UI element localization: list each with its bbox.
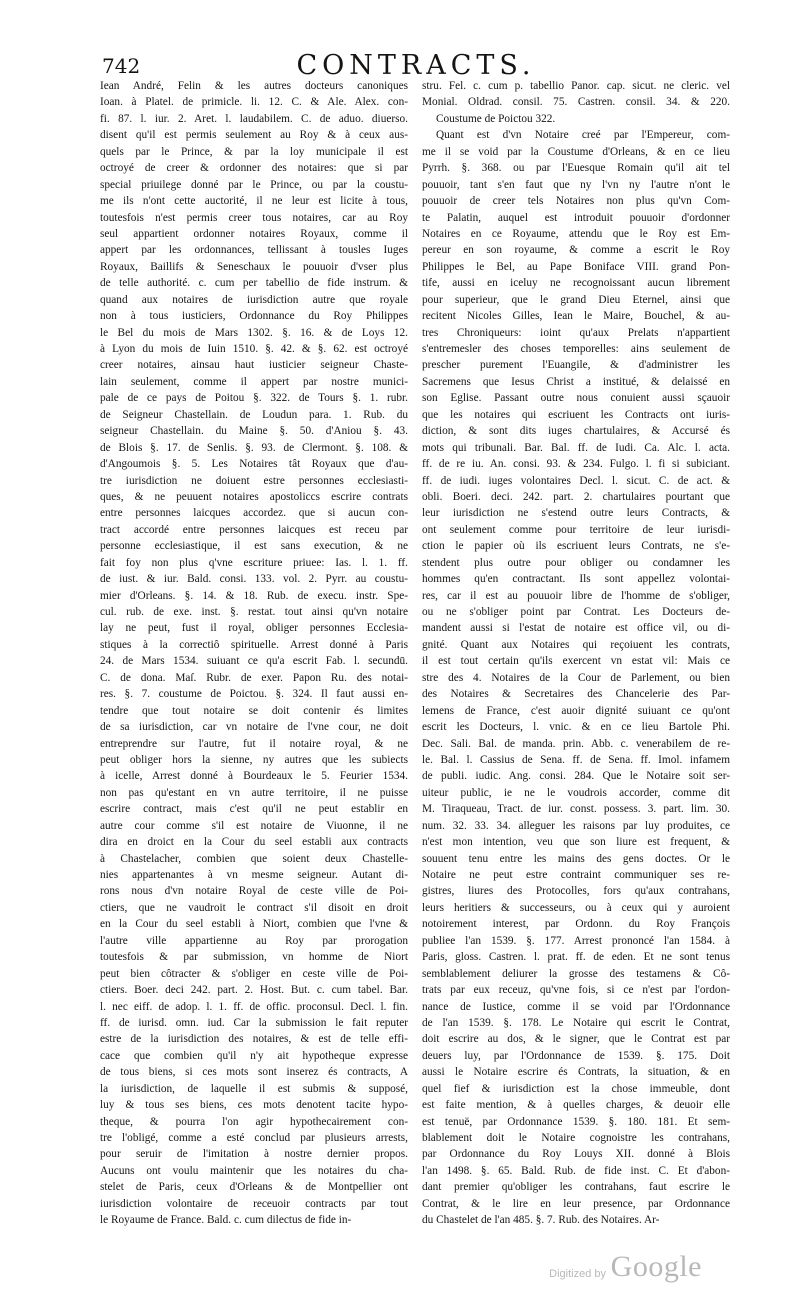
text-line: entreprendre sur l'autre, fut il notaire royal, & ne: [100, 737, 408, 750]
text-line: Sacremens que Iesus Christ a institué, & delaissé en: [422, 375, 730, 388]
text-line: de Blois §. 17. de Senlis. §. 93. de Clermont. §. 108. &: [100, 441, 408, 454]
text-line: de Seigneur Chastellain. de Loudun para. 1. Rub. du: [100, 408, 408, 421]
text-line: gnité. Quant aux Notaires qui reçoiuent les contrats,: [422, 638, 730, 651]
text-line: theque, & pourra l'on agir hypothecairement con-: [100, 1115, 408, 1128]
text-line: creer notaires, ainsau haut iusticier seigneur Chaste-: [100, 359, 408, 372]
text-line: Ioan. à Platel. de primicle. li. 12. C. & Ale. Alex. con-: [100, 96, 408, 109]
text-line: la iurisdiction, de laquelle il est submis & supposé,: [100, 1082, 408, 1095]
text-line: stre des 4. Notaires de la Cour de Parlement, ou bien: [422, 671, 730, 684]
text-line: C. de dona. Maſ. Rubr. de exer. Papon Ru. des notai-: [100, 671, 408, 684]
text-line: tres Chroniqueurs: ioint qu'aux Prelats n'appartient: [422, 326, 730, 339]
text-line: souuent tenu entre les mains des gens doctes. Or le: [422, 852, 730, 865]
text-line: Dec. Sali. Bal. de manda. prin. Abb. c. venerabilem de re-: [422, 737, 730, 750]
text-line: pour seruir de l'imitation à nostre dernier propos.: [100, 1148, 408, 1161]
left-text-column: [100, 78, 408, 1229]
text-line: des Notaires & Secretaires des Chancelerie des Par-: [422, 688, 730, 701]
text-line: de sa iurisdiction, car vn notaire de l'vne cour, ne doit: [100, 721, 408, 734]
watermark-prefix: Digitized by: [549, 1268, 606, 1280]
text-line: l. nec eiff. de adop. l. 1. ff. de offic. proconsul. Decl. l. fin.: [100, 1000, 408, 1013]
text-line: estre de la iurisdiction des notaires, & est de telle effi-: [100, 1033, 408, 1046]
text-line: Paris, gloss. Castren. l. prat. ff. de eden. Et ne sont tenus: [422, 951, 730, 964]
text-line: luy & tous ses biens, ces mots denotent tacite hypo-: [100, 1099, 408, 1112]
text-line: deuers luy, par l'Ordonnance de 1539. §. 175. Doit: [422, 1049, 730, 1062]
text-line: quels par le Prince, & par la loy municipale il est: [100, 145, 408, 158]
text-line: son Eglise. Passant outre nous conuient aussi sçauoir: [422, 392, 730, 405]
text-line: le Royaume de France. Bald. c. cum dilectus de fide in-: [100, 1214, 352, 1227]
running-head: CONTRACTS.: [296, 50, 536, 81]
text-line: pale de ce pays de Poitou §. 322. de Tours §. 1. rubr.: [100, 392, 408, 405]
text-line: Coustume de Poictou 322.: [436, 112, 556, 125]
text-line: ctiers, que ne vaudroit le contract s'il disoit en droit: [100, 901, 408, 914]
text-line: res. §. 7. coustume de Poictou. §. 324. Il faut aussi en-: [100, 688, 408, 701]
text-line: Monial. Oldrad. consil. 75. Castren. consil. 34. & 220.: [422, 96, 730, 109]
text-line: est faite mention, & à quelles charges, & deuoir elle: [422, 1099, 730, 1112]
text-line: tre iurisdiction ne doiuent estre personnes ecclesiasti-: [100, 474, 408, 487]
text-line: me il se void par la Coustume d'Orleans, & en ce lieu: [422, 145, 730, 158]
text-line: ctiers. Boer. deci 242. part. 2. Host. But. c. cum tabel. Bar.: [100, 984, 408, 997]
text-line: me ils n'ont cette auctorité, il ne leur est licite à tous,: [100, 195, 408, 208]
text-line: stru. Fel. c. cum p. tabellio Panor. cap. sicut. ne cleric. vel: [422, 80, 730, 92]
text-line: ques, & ne peuuent notaires apostoliccs escrire contrats: [100, 490, 408, 503]
text-line: prescher purement l'Euangile, & d'administrer les: [422, 359, 730, 372]
text-line: seigneur Chastellain. du Maine §. 50. d'Aniou §. 43.: [100, 425, 408, 438]
text-line: de telle authorité. c. cum per tabellio de fide instrum. &: [100, 277, 408, 290]
text-line: mots qui tribunali. Bar. Bal. ff. de Iudi. Ca. Alc. l. acta.: [422, 441, 730, 454]
text-line: autre cour comme s'il est notaire de Viuonne, il ne: [100, 819, 408, 832]
text-line: non à tous iusticiers, Ordonnance du Roy Philippes: [100, 310, 408, 323]
text-line: de iust. & iur. Bald. consi. 133. vol. 2. Pyrr. au coustu-: [100, 573, 408, 586]
text-line: que les notaires qui escriuent les Contracts ont iuris-: [422, 408, 730, 421]
text-line: Pyrrh. §. 368. ou par l'Euesque Romain qu'il ait tel: [422, 162, 730, 175]
text-line: M. Tiraqueau, Tract. de iur. const. possess. 3. part. lim. 30.: [422, 803, 730, 816]
text-line: fi. 87. l. iur. 2. Aret. l. laudabilem. C. de aduo. diuerso.: [100, 112, 408, 125]
text-line: notoirement interest, par Ordonn. du Roy François: [422, 918, 730, 931]
text-line: publiee l'an 1539. §. 177. Arrest prononcé l'an 1584. à: [422, 934, 730, 947]
page-number: 742: [102, 54, 141, 78]
text-line: ction le papier où ils escriuent leurs Contrats, ne s'e-: [422, 540, 730, 553]
text-line: leur iurisdiction ne s'estend outre leurs Contracts, &: [422, 507, 730, 520]
text-line: Contrat, & le lire en leur presence, par Ordonnance: [422, 1197, 730, 1210]
watermark-logo: Google: [610, 1250, 702, 1283]
text-line: pouuoir de creer tels Notaires non plus qu'vn Com-: [422, 195, 730, 208]
text-line: Aucuns ont voulu maintenir que les notaires du cha-: [100, 1164, 408, 1177]
text-line: recitent Nicoles Gilles, Iean le Maire, Bouchel, & au-: [422, 310, 730, 323]
text-line: dant premier qu'obliger les contrahans, faut escrire le: [422, 1181, 730, 1194]
text-line: peut bien côtracter & s'obliger en ceste ville de Poi-: [100, 967, 408, 980]
text-line: en la Cour du seel establi à Niort, combien que l'vne &: [100, 918, 408, 931]
text-line: Royaux, Baillifs & Seneschaux le pouuoir d'vser plus: [100, 260, 408, 273]
text-line: l'an 1498. §. 65. Bald. Rub. de fide inst. C. Et d'abon-: [422, 1164, 730, 1177]
text-line: de tous biens, si ces mots sont inserez és contracts, A: [100, 1066, 408, 1079]
text-line: du Chastelet de l'an 485. §. 7. Rub. des Notaires. Ar-: [422, 1214, 660, 1227]
text-line: leurs heritiers & successeurs, ou à ceux qui y auroient: [422, 901, 730, 914]
text-line: lay ne peut, fust il royal, obliger personnes Ecclesia-: [100, 622, 408, 635]
text-line: 24. de Mars 1534. suiuant ce qu'a escrit Fab. l. secundū.: [100, 655, 408, 668]
text-line: stiques à la correctiô spirituelle. Arrest donné à Paris: [100, 638, 408, 651]
text-line: Notaire ne peut estre contraint communiquer ses re-: [422, 869, 730, 881]
text-line: le Bel du mois de Mars 1302. §. 16. & de Loys 12.: [100, 326, 408, 339]
text-line: n'est mon intention, veu que son liure est frequent, &: [422, 836, 730, 849]
text-line: personne ecclesiastique, il est sans execution, & ne: [100, 540, 408, 553]
text-line: aussi le Notaire escrire és Contrats, la situation, & en: [422, 1066, 730, 1079]
text-line: disent qu'il est permis seulement au Roy & à ceux aus-: [100, 129, 408, 142]
text-line: cace que combien qu'il n'y ait hypotheque expresse: [100, 1049, 408, 1062]
text-line: par Ordonnance du Roy Louys XII. donné à Blois: [422, 1148, 730, 1161]
text-line: lain seulement, comme il appert par nostre munici-: [100, 375, 408, 388]
text-line: tife, aussi en iceluy ne recognoissant aucun librement: [422, 277, 730, 290]
text-line: quand aux notaires de iurisdiction autre que royale: [100, 293, 408, 306]
text-line: s'entremesler des choses temporelles: ains seulement de: [422, 343, 730, 355]
text-line: tract accordé entre personnes laicques est receu par: [100, 523, 408, 536]
text-line: num. 32. 33. 34. alleguer les raisons par luy produites, ce: [422, 819, 730, 832]
text-line: Quant est d'vn Notaire creé par l'Empereur, com-: [436, 129, 730, 142]
text-line: entre personnes laicques accordez. que si aucun con-: [100, 507, 408, 520]
text-line: mier d'Orleans. §. 14. & 18. Rub. de execu. instr. Spe-: [100, 589, 408, 602]
text-line: obli. Boeri. deci. 242. part. 2. chartulaires pourtant que: [422, 490, 730, 503]
text-line: diction, & sont dits iuges chartulaires, & Accursé és: [422, 425, 730, 438]
text-line: doit escrire au dos, & le signer, que le Contrat est par: [422, 1033, 730, 1046]
text-line: uiteur public, ie ne le voudrois accorder, comme dit: [422, 786, 730, 799]
text-line: ont seulement comme pour territoire de leur iurisdi-: [422, 523, 730, 536]
text-line: appert par les ordonnances, tellissant à tousles Iuges: [100, 244, 408, 257]
text-line: d'Angoumois §. 5. Les Notaires tât Royaux que d'au-: [100, 458, 408, 471]
text-line: octroyé de creer & ordonner des notaires: que si par: [100, 162, 408, 175]
text-line: rons nous d'vn notaire Royal de ceste ville de Poi-: [100, 885, 408, 898]
text-line: nance de Iustice, comme il se void par l'Ordonnance: [422, 1000, 730, 1013]
text-line: toutesfois n'est permis creer tous notaires, car au Roy: [100, 211, 408, 224]
text-line: ff. de iurisd. omn. iud. Car la submission le fait reputer: [100, 1016, 408, 1029]
text-line: Iean André, Felin & les autres docteurs canoniques: [100, 80, 408, 92]
text-line: non pas qu'estant en vn autre territoire, il ne puisse: [100, 786, 408, 799]
text-line: ff. de iudi. iuges volontaires Decl. l. sicut. C. de act. &: [422, 474, 730, 487]
text-line: à Chastelacher, combien que soient deux Chastelle-: [100, 852, 408, 865]
text-line: stendent plus outre pour obliger ou condamner les: [422, 556, 730, 569]
text-line: nies appartenantes à vn mesme seigneur. Autant di-: [100, 869, 408, 881]
text-line: escrire contract, mais c'est qu'il ne peut establir en: [100, 803, 408, 816]
text-line: pereur en son royaume, & comme a escrit le Roy: [422, 244, 730, 257]
right-text-column: [422, 78, 730, 1229]
text-line: ff. de re iu. An. consi. 93. & 234. Fulgo. l. fi si subiciant.: [422, 458, 730, 471]
text-line: ou ne s'obliger point par Contrat. Les Docteurs de-: [422, 606, 730, 618]
text-line: Philippes le Bel, au Pape Boniface VIII. grand Pon-: [422, 260, 730, 273]
text-line: l'autre ville appartienne au Roy par prorogation: [100, 934, 408, 947]
text-line: special priuilege donné par le Prince, ou par la coustu-: [100, 178, 408, 191]
text-line: fait foy non plus q'vne escriture priuee: Ias. l. 1. ff.: [100, 556, 408, 569]
text-line: lemens de France, c'est auoir dignité suiuant ce qu'ont: [422, 704, 730, 717]
text-line: peut obliger hors la sienne, ny autres que les subiects: [100, 753, 408, 766]
text-line: quel fief & iurisdiction est la chose immeuble, dont: [422, 1082, 730, 1095]
text-line: trats par eux receuz, qu'vne fois, si ce n'est par l'ordon-: [422, 984, 730, 997]
text-line: iurisdiction volontaire de receuoir contracts par tout: [100, 1197, 408, 1210]
text-line: de l'an 1539. §. 178. Le Notaire qui escrit le Contrat,: [422, 1016, 730, 1029]
text-line: gistres, liures des Protocolles, fors qu'aux contrahans,: [422, 885, 730, 898]
text-line: à Lyon du mois de Iuin 1510. §. 42. & §. 62. est octroyé: [100, 343, 408, 355]
text-line: mandent aussi si l'estat de notaire est office vil, ou di-: [422, 622, 730, 635]
text-line: stelet de Paris, ceux d'Orleans & de Montpellier ont: [100, 1181, 408, 1194]
text-line: à icelle, Arrest donné à Bourdeaux le 5. Feurier 1534.: [100, 770, 408, 783]
text-line: tendre que tout notaire se doit contenir és limites: [100, 704, 408, 717]
text-line: te Palatin, auquel est introduit pouuoir d'ordonner: [422, 211, 730, 224]
text-line: est tenuë, par Ordonnance 1539. §. 180. 181. Et sem-: [422, 1115, 730, 1128]
text-line: il est tout certain qu'ils exercent vn estat vil: Mais ce: [422, 655, 730, 668]
text-line: semblablement deliurer la grosse des testamens & Cô-: [422, 967, 730, 980]
text-line: dira en droict en la Cour du seel establi aux contracts: [100, 836, 408, 849]
text-line: pouuoir, tant s'en faut que ny l'vn ny l'autre n'ont le: [422, 178, 730, 191]
text-line: toutesfois & par submission, vn homme de Niort: [100, 951, 408, 964]
text-line: pour superieur, que le grand Dieu Eternel, ainsi que: [422, 293, 730, 306]
text-line: escrit les Docteurs, l. vnic. & en ce lieu Bartole Phi.: [422, 721, 730, 734]
text-line: seul appartient ordonner notaires Royaux, comme il: [100, 227, 408, 240]
text-line: res, car il est au pouuoir libre de l'homme de s'obliger,: [422, 589, 730, 602]
text-line: Notaires en ce Royaume, attendu que le Roy est Em-: [422, 227, 730, 240]
text-line: le. Bal. l. Cassius de Sena. ff. de Sena. ff. Imol. infamem: [422, 753, 730, 766]
text-line: cul. rub. de exe. inst. §. restat. tout ainsi qu'vn notaire: [100, 606, 408, 618]
text-line: tre l'obligé, comme a esté conclud par plusieurs arrests,: [100, 1132, 408, 1144]
text-line: hommes qu'en contractant. Ils sont appellez volontai-: [422, 573, 730, 586]
text-line: blablement doit le Notaire cognoistre les contrahans,: [422, 1132, 730, 1144]
text-line: de publi. iudic. Ang. consi. 284. Que le Notaire soit ser-: [422, 770, 730, 783]
